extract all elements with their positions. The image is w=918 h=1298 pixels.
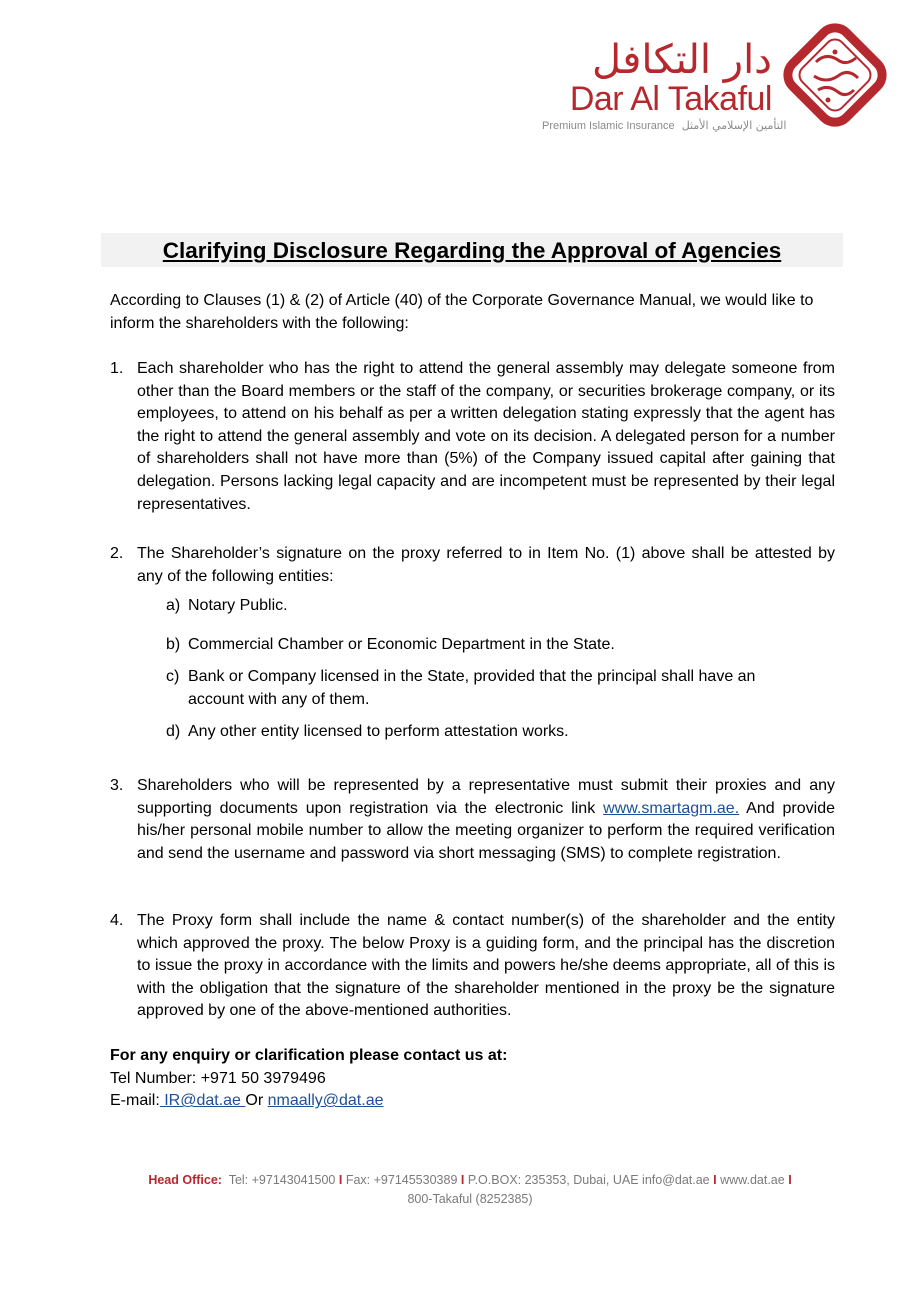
sub-item-letter: b) <box>166 636 181 653</box>
footer-fax: Fax: +97145530389 <box>345 1173 458 1187</box>
item-number: 1. <box>110 360 124 377</box>
tagline-english: Premium Islamic Insurance <box>542 120 675 132</box>
smartagm-link[interactable]: www.smartagm.ae. <box>603 799 740 817</box>
footer-head-office: Head Office: <box>148 1173 222 1187</box>
list-item-4 <box>110 910 835 1023</box>
contact-email-line <box>110 1090 810 1113</box>
item-text <box>137 775 835 865</box>
item-text-after-link: And provide his/her personal mobile number to allow the meeting organizer to perform the required verification and send the username and password via short messaging (SMS) to complete registration. <box>137 799 835 862</box>
sub-item-c <box>166 666 806 711</box>
intro-paragraph: According to Clauses (1) & (2) of Article (40) of the Corporate Governance Manual, we would like to inform the shareholders with the following: <box>110 292 814 332</box>
item-number: 2. <box>110 545 124 562</box>
list-item-1 <box>110 358 835 516</box>
footer-separator: I <box>713 1173 717 1187</box>
email-label: E-mail: <box>110 1092 160 1110</box>
sub-item-b <box>166 634 806 657</box>
item-text: Each shareholder who has the right to attend the general assembly may delegate someone from other than the Board members or the staff of the company, or securities brokerage company, or its employees, to attend on his behalf as per a written delegation stating expressly that the agent has the right to attend the general assembly and vote on its decision. A delegated person for a number of shareholders shall not have more than (5%) of the Company issued capital after gaining that delegation. Persons lacking legal capacity and are incompetent must be represented by their legal representatives. <box>137 360 835 513</box>
logo-english-wordmark: Dar Al Takaful <box>569 80 772 118</box>
logo-tagline <box>542 119 786 132</box>
footer-line-1 <box>120 1171 820 1190</box>
footer-tollfree: 800-Takaful (8252385) <box>407 1192 533 1206</box>
list-item-3 <box>110 775 835 865</box>
item-number: 4. <box>110 912 124 929</box>
item-number: 3. <box>110 777 124 794</box>
sub-item-text: Notary Public. <box>188 597 288 614</box>
sub-item-letter: d) <box>166 723 181 740</box>
email-link-nmaally[interactable]: nmaally@dat.ae <box>267 1092 384 1110</box>
page-footer <box>120 1171 820 1209</box>
list-item-2 <box>110 543 835 588</box>
contact-heading: For any enquiry or clarification please contact us at: <box>110 1047 508 1064</box>
footer-web: www.dat.ae <box>720 1173 785 1187</box>
footer-pobox: P.O.BOX: 235353, Dubai, UAE info@dat.ae <box>467 1173 710 1187</box>
sub-item-d <box>166 721 806 744</box>
document-title: Clarifying Disclosure Regarding the Approval of Agencies <box>162 238 782 263</box>
contact-tel: Tel Number: +971 50 3979496 <box>110 1069 326 1087</box>
sub-item-letter: a) <box>166 597 181 614</box>
footer-tel: Tel: +97143041500 <box>228 1173 336 1187</box>
logo-emblem-icon <box>778 18 892 132</box>
sub-item-letter: c) <box>166 668 180 685</box>
item-text-before-link: Shareholders who will be represented by a representative must submit their proxies and any supporting documents upon registration via the electronic link <box>137 777 835 817</box>
sub-item-text: Commercial Chamber or Economic Department in the State. <box>188 636 615 653</box>
footer-separator: I <box>460 1173 465 1187</box>
email-link-ir[interactable]: IR@dat.ae <box>159 1092 246 1110</box>
item-text: The Shareholder’s signature on the proxy referred to in Item No. (1) above shall be attested by any of the following entities: <box>137 545 835 585</box>
email-or: Or <box>245 1092 268 1110</box>
company-logo <box>536 18 892 138</box>
tagline-arabic: التأمين الإسلامي الأمثل <box>681 119 787 132</box>
logo-arabic-wordmark: دار التكافل <box>591 37 772 83</box>
footer-separator: I <box>338 1173 343 1187</box>
footer-separator: I <box>788 1173 792 1187</box>
contact-section <box>110 1045 810 1113</box>
sub-item-a <box>166 595 806 618</box>
sub-item-text: Any other entity licensed to perform attestation works. <box>188 723 569 740</box>
sub-item-text: Bank or Company licensed in the State, provided that the principal shall have an account with any of them. <box>188 668 756 708</box>
item-text: The Proxy form shall include the name & contact number(s) of the shareholder and the entity which approved the proxy. The below Proxy is a guiding form, and the principal has the discretion to issue the proxy in accordance with the limits and powers he/she deems appropriate, all of this is with the obligation that the signature of the shareholder mentioned in the proxy be the signature approved by one of the above-mentioned authorities. <box>137 912 835 1020</box>
